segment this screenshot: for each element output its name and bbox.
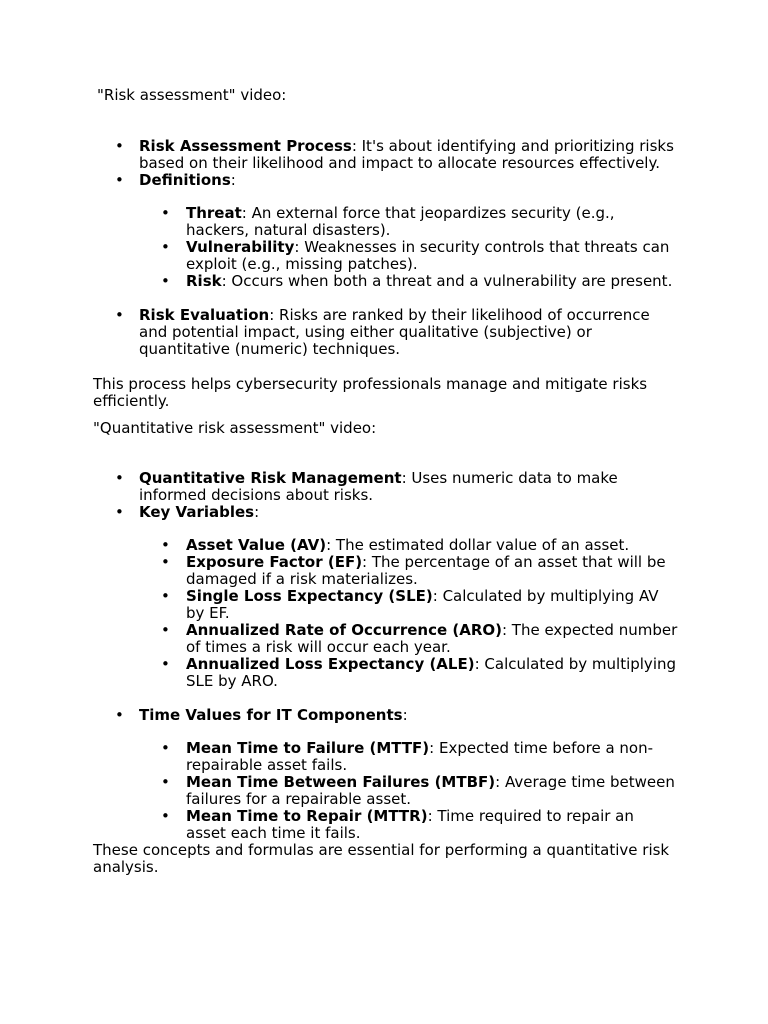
risk-assessment-list [93,138,678,189]
list-item-vulnerability [93,239,678,273]
desc-definitions: : [230,171,236,189]
desc-risk-assessment-process: : It's about identifying and prioritizing risks based on their likelihood and impact to allocate resources effectively. [139,137,674,172]
term-asset-value: Asset Value (AV) [186,536,327,554]
risk-evaluation-list [93,307,678,358]
section2-summary: These concepts and formulas are essential for performing a quantitative risk analysis. [93,841,670,876]
section-heading-quantitative: "Quantitative risk assessment" video: [93,419,377,437]
desc-single-loss-expectancy: : Calculated by multiplying AV by EF. [186,587,659,622]
term-risk-evaluation: Risk Evaluation [139,306,270,324]
desc-mttf: : Expected time before a non-repairable asset fails. [186,739,654,774]
time-values-sublist [93,740,678,842]
term-annualized-loss-expectancy: Annualized Loss Expectancy (ALE) [186,655,475,673]
desc-time-values: : [402,706,408,724]
desc-asset-value: : The estimated dollar value of an asset. [326,536,630,554]
term-key-variables: Key Variables [139,503,255,521]
desc-annualized-loss-expectancy: : Calculated by multiplying SLE by ARO. [186,655,677,690]
list-item-asset-value [93,537,678,554]
term-single-loss-expectancy: Single Loss Expectancy (SLE) [186,587,433,605]
section1-summary: This process helps cybersecurity professionals manage and mitigate risks efficiently. [93,375,648,410]
list-item-mttr [93,808,678,842]
list-item-mttf [93,740,678,774]
desc-key-variables: : [254,503,260,521]
term-time-values: Time Values for IT Components [139,706,403,724]
list-item-time-values [93,707,678,724]
term-mttr: Mean Time to Repair (MTTR) [186,807,428,825]
term-threat: Threat [186,204,242,222]
list-item-risk-evaluation [93,307,678,358]
time-values-list [93,707,678,724]
definitions-list [93,205,678,290]
term-exposure-factor: Exposure Factor (EF) [186,553,363,571]
term-annualized-rate-of-occurrence: Annualized Rate of Occurrence (ARO) [186,621,502,639]
list-item-single-loss-expectancy [93,588,678,622]
desc-mttr: : Time required to repair an asset each time it fails. [186,807,634,842]
desc-risk-evaluation: : Risks are ranked by their likelihood of occurrence and potential impact, using either qualitative (subjective) or quantitative (numeric) techniques. [139,306,650,358]
list-item-key-variables [93,504,678,521]
key-variables-list [93,537,678,690]
term-mttf: Mean Time to Failure (MTTF) [186,739,430,757]
desc-risk: : Occurs when both a threat and a vulnerability are present. [221,272,673,290]
list-item-risk [93,273,678,290]
term-vulnerability: Vulnerability [186,238,295,256]
term-definitions: Definitions [139,171,231,189]
list-item-quantitative-risk-management [93,470,678,504]
term-quantitative-risk-management: Quantitative Risk Management [139,469,402,487]
quantitative-list [93,470,678,521]
list-item-threat [93,205,678,239]
desc-annualized-rate-of-occurrence: : The expected number of times a risk will occur each year. [186,621,678,656]
desc-exposure-factor: : The percentage of an asset that will be damaged if a risk materializes. [186,553,666,588]
desc-quantitative-risk-management: : Uses numeric data to make informed decisions about risks. [139,469,618,504]
list-item-annualized-loss-expectancy [93,656,678,690]
list-item-mtbf [93,774,678,808]
list-item-definitions [93,172,678,189]
term-risk-assessment-process: Risk Assessment Process [139,137,352,155]
term-mtbf: Mean Time Between Failures (MTBF) [186,773,496,791]
document-body [93,87,678,876]
list-item-exposure-factor [93,554,678,588]
list-item-risk-assessment-process [93,138,678,172]
desc-threat: : An external force that jeopardizes security (e.g., hackers, natural disasters). [186,204,615,239]
desc-vulnerability: : Weaknesses in security controls that threats can exploit (e.g., missing patches). [186,238,670,273]
term-risk: Risk [186,272,222,290]
list-item-annualized-rate-of-occurrence [93,622,678,656]
desc-mtbf: : Average time between failures for a repairable asset. [186,773,675,808]
section-heading-risk-assessment: "Risk assessment" video: [97,86,287,104]
